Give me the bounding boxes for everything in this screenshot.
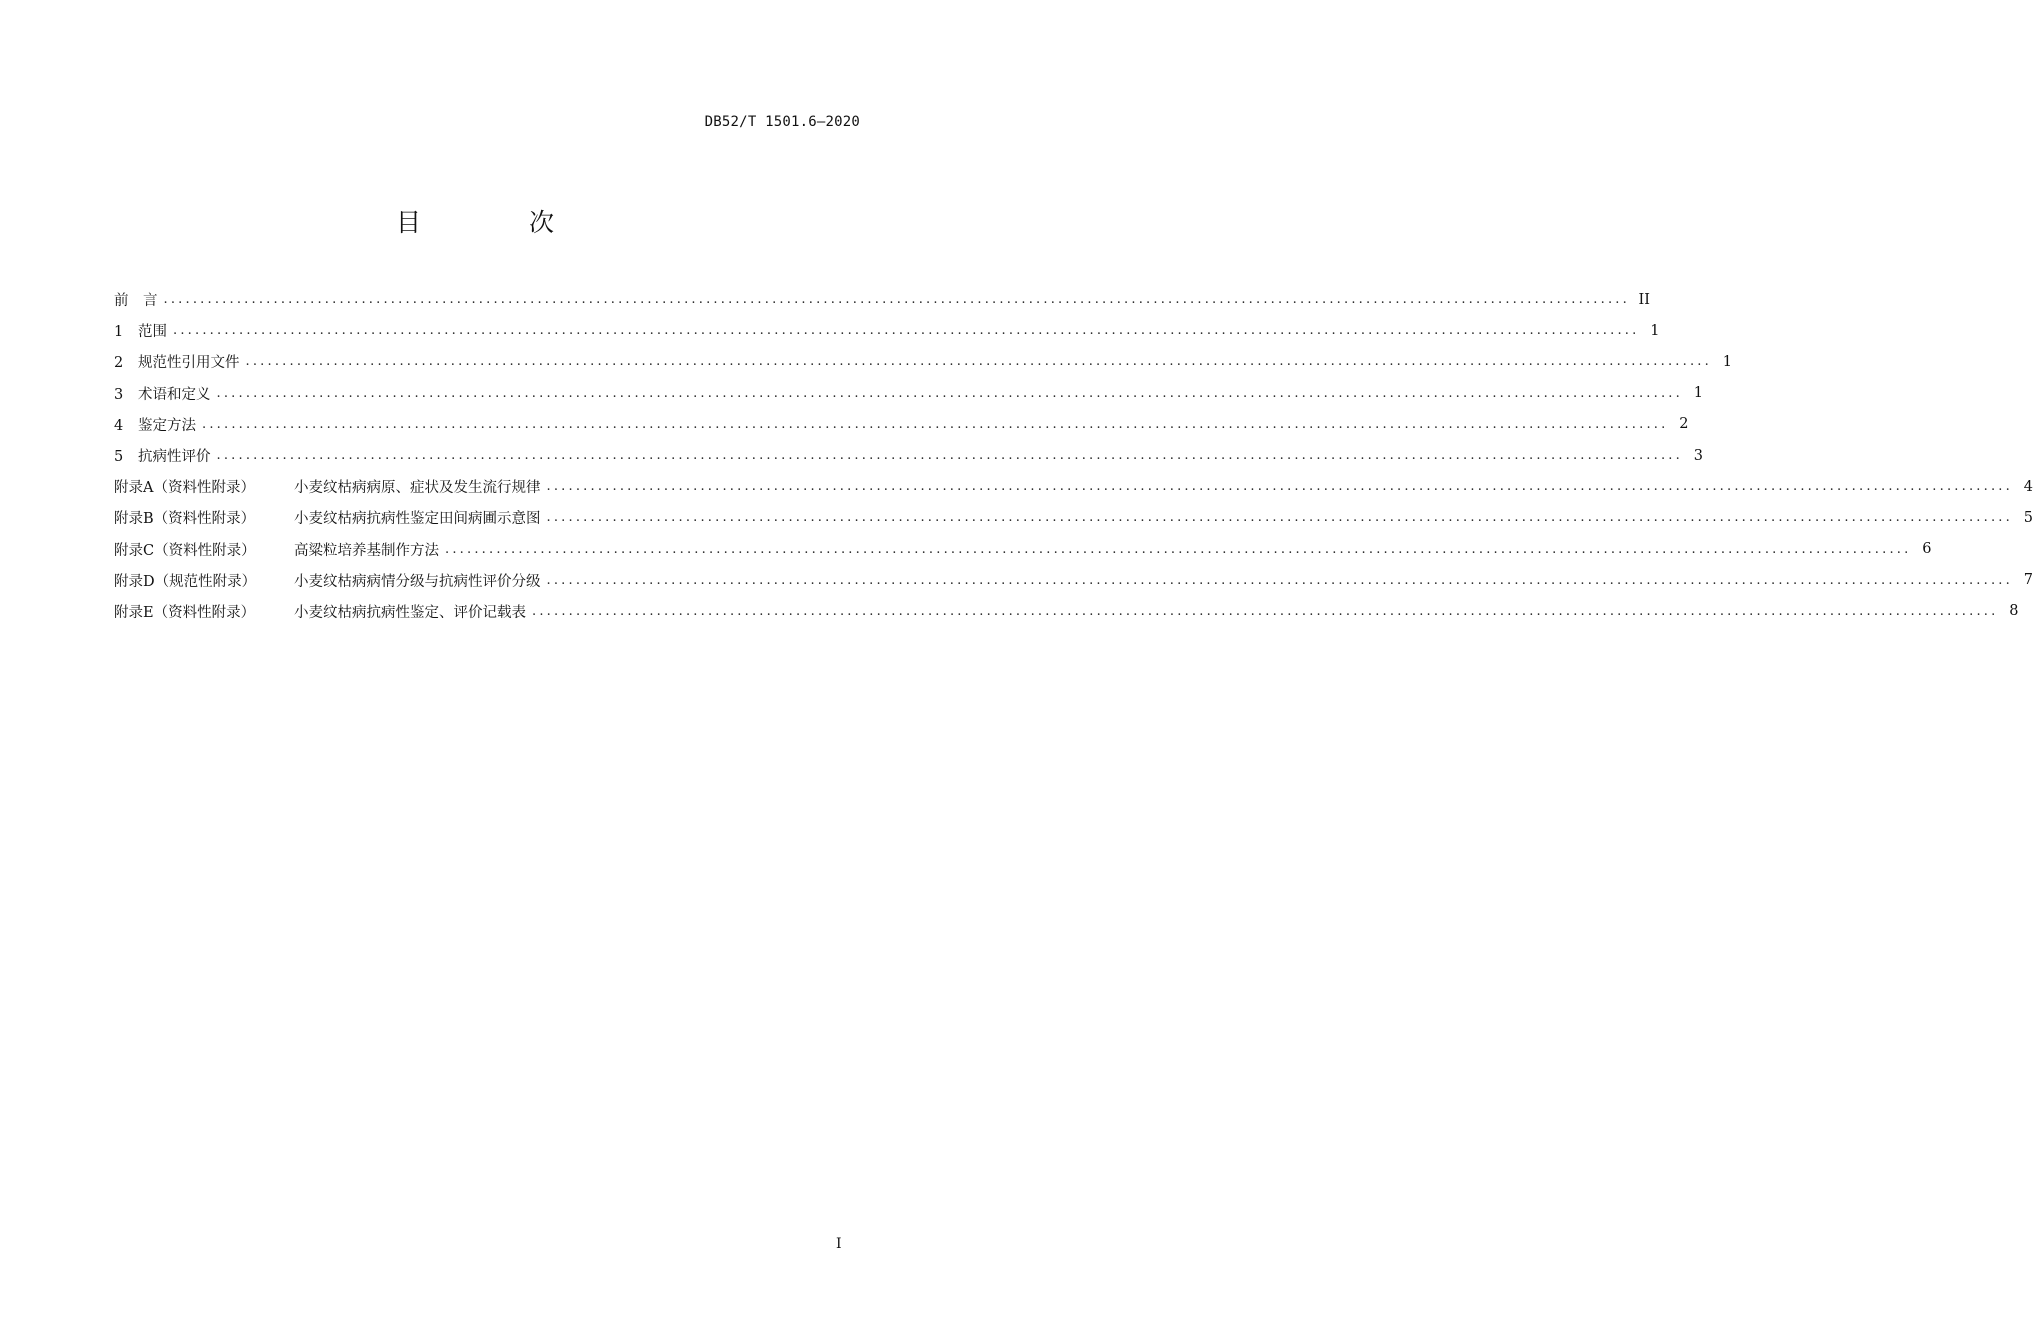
toc-entry-label bbox=[114, 539, 439, 560]
toc-entry-page: 5 bbox=[2023, 509, 2033, 526]
toc-entry-normative-references[interactable] bbox=[114, 346, 1732, 377]
toc-entry-title: 规范性引用文件 bbox=[138, 355, 240, 372]
toc-entry-title: 小麦纹枯病病原、症状及发生流行规律 bbox=[294, 480, 541, 497]
toc-entry-scope[interactable] bbox=[114, 315, 1660, 346]
toc-entry-title: 术语和定义 bbox=[138, 386, 211, 403]
toc-entry-page: 8 bbox=[2009, 603, 2019, 620]
toc-entry-number: 2 bbox=[114, 355, 124, 372]
toc-leader-dots: ........................................................................................................................................................................................................ bbox=[546, 510, 2013, 526]
toc-entry-foreword[interactable] bbox=[114, 284, 1650, 315]
toc-entry-label bbox=[114, 351, 240, 372]
toc-entry-title: 前 言 bbox=[114, 293, 158, 310]
toc-entry-page: II bbox=[1638, 291, 1650, 308]
toc-entry-page: 2 bbox=[1679, 416, 1689, 433]
toc-entry-number: 5 bbox=[114, 449, 124, 466]
toc-entry-page: 1 bbox=[1693, 385, 1703, 402]
toc-leader-dots: ........................................................................................................................................................................................................ bbox=[216, 385, 1683, 401]
toc-entry-title: 范围 bbox=[138, 324, 167, 341]
toc-entry-title: 小麦纹枯病病情分级与抗病性评价分级 bbox=[294, 573, 541, 590]
toc-entry-appendix-d[interactable] bbox=[114, 565, 2033, 596]
toc-appendix-label: 附录A（资料性附录） bbox=[114, 480, 255, 497]
toc-entry-label bbox=[114, 507, 541, 528]
toc-entry-label bbox=[114, 601, 526, 622]
toc-appendix-label: 附录C（资料性附录） bbox=[114, 542, 256, 559]
toc-entry-page: 1 bbox=[1650, 322, 1660, 339]
toc-entry-identification-method[interactable] bbox=[114, 409, 1689, 440]
toc-entry-title: 抗病性评价 bbox=[138, 449, 211, 466]
page-number: I bbox=[836, 1236, 842, 1252]
toc-entry-title: 小麦纹枯病抗病性鉴定田间病圃示意图 bbox=[294, 511, 541, 528]
toc-entry-page: 4 bbox=[2023, 478, 2033, 495]
toc-leader-dots: ........................................................................................................................................................................................................ bbox=[546, 572, 2013, 588]
toc-entry-label bbox=[114, 476, 541, 497]
toc-entry-label bbox=[114, 570, 541, 591]
toc-entry-appendix-a[interactable] bbox=[114, 471, 2033, 502]
toc-entry-label bbox=[114, 383, 211, 404]
toc-leader-dots: ........................................................................................................................................................................................................ bbox=[445, 541, 1912, 557]
toc-entry-page: 1 bbox=[1722, 353, 1732, 370]
toc-entry-page: 3 bbox=[1693, 447, 1703, 464]
toc-entry-label bbox=[114, 289, 158, 310]
toc-entry-page: 7 bbox=[2023, 572, 2033, 589]
table-of-contents bbox=[114, 284, 2033, 627]
toc-entry-appendix-c[interactable] bbox=[114, 534, 1932, 565]
toc-entry-resistance-evaluation[interactable] bbox=[114, 440, 1703, 471]
toc-leader-dots: ........................................................................................................................................................................................................ bbox=[202, 416, 1669, 432]
toc-entry-title: 小麦纹枯病抗病性鉴定、评价记载表 bbox=[294, 604, 526, 621]
toc-appendix-label: 附录E（资料性附录） bbox=[114, 604, 256, 621]
toc-entry-title: 高粱粒培养基制作方法 bbox=[294, 542, 439, 559]
toc-appendix-label: 附录B（资料性附录） bbox=[114, 511, 256, 528]
toc-entry-number: 3 bbox=[114, 386, 124, 403]
toc-entry-label bbox=[114, 445, 211, 466]
toc-leader-dots: ........................................................................................................................................................................................................ bbox=[163, 292, 1630, 308]
toc-appendix-label: 附录D（规范性附录） bbox=[114, 573, 257, 590]
toc-leader-dots: ........................................................................................................................................................................................................ bbox=[216, 448, 1683, 464]
toc-leader-dots: ........................................................................................................................................................................................................ bbox=[245, 354, 1712, 370]
toc-entry-page: 6 bbox=[1922, 541, 1932, 558]
toc-entry-label bbox=[114, 320, 167, 341]
toc-entry-appendix-b[interactable] bbox=[114, 502, 2033, 533]
document-code: DB52/T 1501.6—2020 bbox=[704, 114, 860, 130]
toc-entry-title: 鉴定方法 bbox=[138, 417, 196, 434]
toc-entry-label bbox=[114, 414, 196, 435]
toc-leader-dots: ........................................................................................................................................................................................................ bbox=[546, 479, 2013, 495]
toc-entry-number: 1 bbox=[114, 324, 124, 341]
toc-entry-terms-definitions[interactable] bbox=[114, 378, 1703, 409]
toc-leader-dots: ........................................................................................................................................................................................................ bbox=[173, 323, 1640, 339]
toc-leader-dots: ........................................................................................................................................................................................................ bbox=[532, 603, 1999, 619]
toc-title: 目 次 bbox=[396, 208, 604, 237]
toc-entry-appendix-e[interactable] bbox=[114, 596, 2019, 627]
toc-entry-number: 4 bbox=[114, 417, 124, 434]
